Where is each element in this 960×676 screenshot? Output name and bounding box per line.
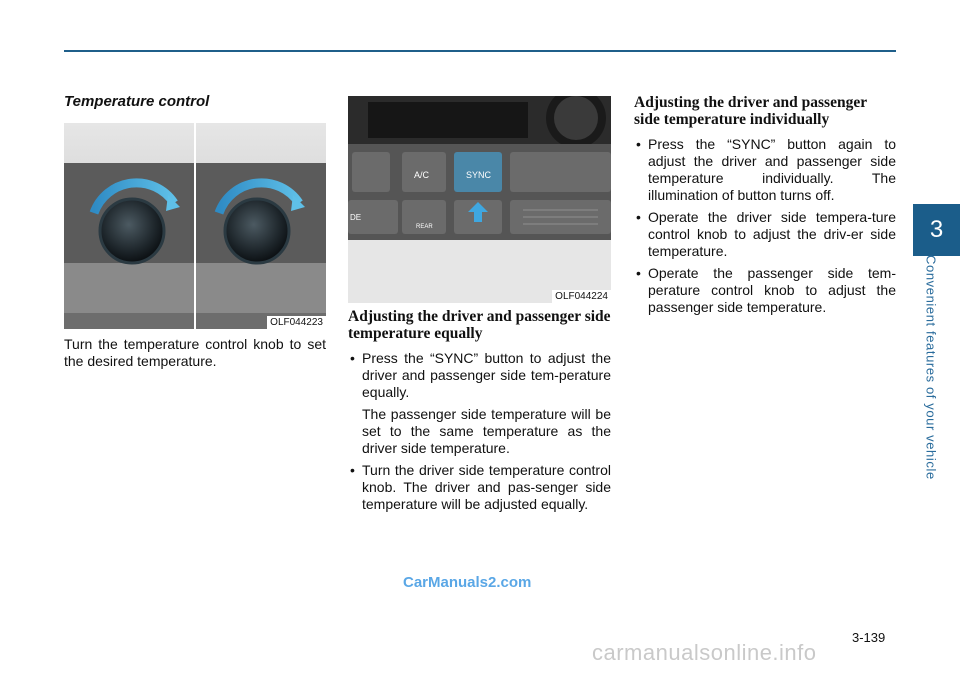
note-paragraph: The passenger side temperature will be set to the same temperature as the driver side temperature. bbox=[362, 406, 611, 456]
bullet-list bbox=[348, 462, 611, 513]
bullet-list bbox=[348, 350, 611, 401]
header-rule bbox=[64, 50, 896, 52]
list-item: • Operate the driver side tempera-ture control knob to adjust the driv-er side temperature. bbox=[634, 209, 896, 260]
rear-button-label: REAR bbox=[416, 224, 433, 230]
bullet-list bbox=[634, 136, 896, 316]
page-number: 3-139 bbox=[852, 630, 886, 645]
chapter-tab[interactable] bbox=[913, 204, 960, 256]
list-item: • Press the “SYNC” button to adjust the driver and passenger side tem-perature equally. bbox=[348, 350, 611, 401]
section-heading: Temperature control bbox=[64, 93, 210, 110]
watermark-link[interactable]: CarManuals2.com bbox=[403, 574, 532, 591]
image-code: OLF044224 bbox=[552, 290, 611, 303]
chapter-number: 3 bbox=[929, 216, 944, 243]
chapter-title: Convenient features of your vehicle bbox=[923, 255, 939, 480]
ac-button-label: A/C bbox=[414, 170, 430, 180]
body-paragraph: Turn the temperature control knob to set the desired temperature. bbox=[64, 336, 326, 369]
right-text bbox=[634, 94, 896, 321]
watermark-bottom: carmanualsonline.info bbox=[592, 640, 817, 665]
knob-drawing bbox=[64, 123, 326, 329]
section-heading: Adjusting the driver and passenger side temperature individually bbox=[634, 94, 867, 128]
image-code: OLF044223 bbox=[267, 316, 326, 329]
list-item: • Turn the driver side temperature control knob. The driver and pas-senger side temperature will be adjusted equally. bbox=[348, 462, 611, 513]
temperature-knob-illustration bbox=[64, 123, 326, 329]
list-item: • Operate the passenger side tem-perature control knob to adjust the passenger side temperature. bbox=[634, 265, 896, 316]
list-item: • Press the “SYNC” button again to adjust the driver and passenger side temperature individually. The illumination of button turns off. bbox=[634, 136, 896, 204]
sync-button-label: SYNC bbox=[466, 170, 492, 180]
sync-panel-drawing bbox=[348, 96, 611, 303]
section-heading: Adjusting the driver and passenger side temperature equally bbox=[348, 308, 611, 342]
left-column bbox=[64, 93, 326, 110]
defrost-button-label: DE bbox=[350, 213, 362, 222]
sync-button-illustration bbox=[348, 96, 611, 303]
left-text bbox=[64, 336, 326, 370]
middle-text bbox=[348, 308, 611, 518]
